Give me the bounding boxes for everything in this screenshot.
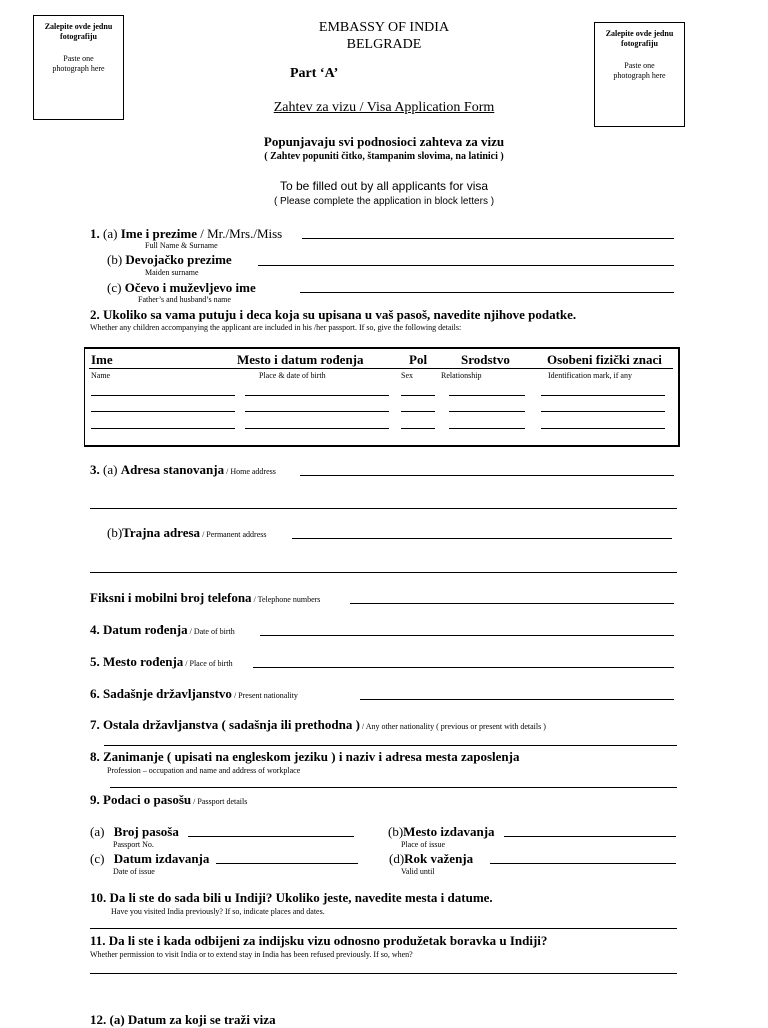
valid-until-field[interactable] (490, 863, 676, 864)
q1-b-row (107, 252, 232, 268)
profession-field[interactable] (110, 787, 677, 788)
table-sub-relationship: Relationship (441, 371, 482, 380)
table-sub-birth: Place & date of birth (259, 371, 326, 380)
q9-d-sub: Valid until (401, 867, 435, 876)
q3-b-row (107, 525, 267, 541)
home-address-field[interactable] (300, 475, 674, 476)
child-1-relationship-field[interactable] (449, 395, 525, 396)
child-3-name-field[interactable] (91, 428, 235, 429)
telephone-field[interactable] (350, 603, 674, 604)
q1-a-label: Ime i prezime (120, 226, 197, 241)
embassy-city: BELGRADE (346, 37, 422, 52)
child-2-marks-field[interactable] (541, 411, 665, 412)
child-1-birth-field[interactable] (245, 395, 389, 396)
q3-a-prefix: (a) (103, 462, 118, 477)
q9-sub: / Passport details (191, 797, 248, 806)
q1-b-prefix: (b) (107, 252, 123, 267)
q5-label: 5. Mesto rođenja (90, 654, 184, 669)
q1-b-sub: Maiden surname (145, 268, 199, 277)
photo-box-left-text: Paste one photograph here (52, 54, 105, 73)
q11-label: 11. Da li ste i kada odbijeni za indijsku vizu odnosno produžetak boravka u Indiji? (90, 933, 548, 948)
q9-d-label: Rok važenja (404, 851, 474, 866)
table-sub-name: Name (91, 371, 111, 380)
table-header-name: Ime (91, 352, 113, 367)
q3-a-label: Adresa stanovanja (120, 462, 225, 477)
q9-d-prefix: (d) (389, 851, 405, 866)
q12-label: 12. (a) Datum za koji se traži viza (90, 1012, 276, 1027)
table-header-rule (89, 368, 673, 369)
child-1-marks-field[interactable] (541, 395, 665, 396)
date-of-birth-field[interactable] (260, 635, 674, 636)
children-table (84, 347, 680, 447)
child-2-relationship-field[interactable] (449, 411, 525, 412)
en-intro: To be filled out by all applicants for visa (279, 179, 489, 193)
child-2-sex-field[interactable] (401, 411, 435, 412)
q9-b-sub: Place of issue (401, 840, 445, 849)
table-sub-marks: Identification mark, if any (548, 371, 632, 380)
q2-sub: Whether any children accompanying the applicant are included in his /her passport. If so, give the following details: (90, 323, 462, 332)
child-3-birth-field[interactable] (245, 428, 389, 429)
q1-a-sub: Full Name & Surname (145, 241, 218, 250)
child-1-sex-field[interactable] (401, 395, 435, 396)
q3-b-sub: / Permanent address (200, 530, 267, 539)
en-note: ( Please complete the application in block letters ) (273, 196, 495, 207)
q9-c-prefix: (c) (90, 851, 105, 866)
place-of-birth-field[interactable] (253, 667, 674, 668)
q11-sub: Whether permission to visit India or to extend stay in India has been refused previously. If so, when? (90, 950, 413, 959)
q2-label: 2. Ukoliko sa vama putuju i deca koja su upisana u vaš pasoš, navedite njihove podatke. (90, 307, 577, 322)
q9-a-sub: Passport No. (113, 840, 154, 849)
photo-box-left-title: Zalepite ovde jednu fotografiju (44, 22, 113, 41)
q3-b-label: Trajna adresa (122, 525, 201, 540)
q9-b-row (388, 824, 495, 840)
q4-label: 4. Datum rođenja (90, 622, 188, 637)
child-1-name-field[interactable] (91, 395, 235, 396)
q7-sub: / Any other nationality ( previous or present with details ) (359, 722, 546, 731)
part-label: Part ‘A’ (290, 66, 339, 81)
present-nationality-field[interactable] (360, 699, 674, 700)
child-2-birth-field[interactable] (245, 411, 389, 412)
q1-a-row (90, 226, 282, 242)
child-3-sex-field[interactable] (401, 428, 435, 429)
q1-c-sub: Father’s and husband’s name (138, 295, 231, 304)
child-3-relationship-field[interactable] (449, 428, 525, 429)
table-header-marks: Osobeni fizički znaci (547, 352, 662, 367)
table-header-relationship: Srodstvo (461, 352, 510, 367)
other-nationality-field[interactable] (104, 745, 677, 746)
q9-a-row (90, 824, 179, 840)
q9-b-label: Mesto izdavanja (403, 824, 495, 839)
q1-number: 1. (90, 226, 100, 241)
photo-box-right-text: Paste one photograph here (613, 61, 666, 80)
sr-note: ( Zahtev popuniti čitko, štampanim slovima, na latinici ) (264, 151, 504, 162)
passport-number-field[interactable] (188, 836, 354, 837)
date-of-issue-field[interactable] (216, 863, 358, 864)
q5-sub: / Place of birth (183, 659, 233, 668)
full-name-field[interactable] (302, 238, 674, 239)
q3-a-sub: / Home address (224, 467, 276, 476)
q6-sub: / Present nationality (231, 691, 298, 700)
q8-sub: Profession – occupation and name and address of workplace (107, 766, 301, 775)
q5-row (90, 654, 233, 670)
table-sub-sex: Sex (401, 371, 413, 380)
q9-b-prefix: (b) (388, 824, 404, 839)
q9-c-label: Datum izdavanja (113, 851, 210, 866)
q9-c-sub: Date of issue (113, 867, 155, 876)
form-title (0, 100, 768, 116)
permanent-address-field-line-2[interactable] (90, 572, 677, 573)
q9-c-row (90, 851, 209, 867)
q10-label: 10. Da li ste do sada bili u Indiji? Ukoliko jeste, navedite mesta i datume. (90, 890, 493, 905)
q9-a-prefix: (a) (90, 824, 105, 839)
table-header-birth: Mesto i datum rođenja (237, 352, 364, 367)
phone-row (90, 590, 320, 606)
q3-a-row (90, 462, 276, 478)
q1-a-tail: / Mr./Mrs./Miss (196, 226, 283, 241)
q4-row (90, 622, 235, 638)
q1-b-label: Devojačko prezime (125, 252, 232, 267)
q9-a-label: Broj pasoša (113, 824, 179, 839)
q1-c-label: Očevo i muževljevo ime (124, 280, 256, 295)
phone-label: Fiksni i mobilni broj telefona (90, 590, 252, 605)
child-2-name-field[interactable] (91, 411, 235, 412)
child-3-marks-field[interactable] (541, 428, 665, 429)
form-title-text: Zahtev za vizu / Visa Application Form (273, 100, 495, 115)
q7-label: 7. Ostala državljanstva ( sadašnja ili prethodna ) (90, 717, 360, 732)
visa-refusal-field[interactable] (90, 973, 677, 974)
q9-label: 9. Podaci o pasošu (90, 792, 192, 807)
q1-c-prefix: (c) (107, 280, 122, 295)
phone-sub: / Telephone numbers (251, 595, 321, 604)
home-address-field-line-2[interactable] (90, 508, 677, 509)
previous-visits-field[interactable] (90, 928, 677, 929)
q3-b-prefix: (b) (107, 525, 123, 540)
q7-row (90, 717, 546, 733)
place-of-issue-field[interactable] (504, 836, 676, 837)
q8-label: 8. Zanimanje ( upisati na engleskom jeziku ) i naziv i adresa mesta zaposlenja (90, 749, 520, 764)
permanent-address-field[interactable] (292, 538, 672, 539)
fathers-husbands-name-field[interactable] (300, 292, 674, 293)
q1-c-row (107, 280, 256, 296)
q3-number: 3. (90, 462, 100, 477)
embassy-name: EMBASSY OF INDIA (318, 20, 450, 35)
q6-row (90, 686, 298, 702)
q9-row (90, 792, 247, 808)
table-header-sex: Pol (409, 352, 428, 367)
q4-sub: / Date of birth (187, 627, 235, 636)
q9-d-row (389, 851, 473, 867)
q10-sub: Have you visited India previously? If so, indicate places and dates. (111, 907, 325, 916)
photo-box-right-title: Zalepite ovde jednu fotografiju (605, 29, 674, 48)
q1-a-prefix: (a) (103, 226, 118, 241)
q6-label: 6. Sadašnje državljanstvo (90, 686, 232, 701)
maiden-surname-field[interactable] (258, 265, 674, 266)
sr-intro: Popunjavaju svi podnosioci zahteva za vizu (263, 134, 505, 149)
